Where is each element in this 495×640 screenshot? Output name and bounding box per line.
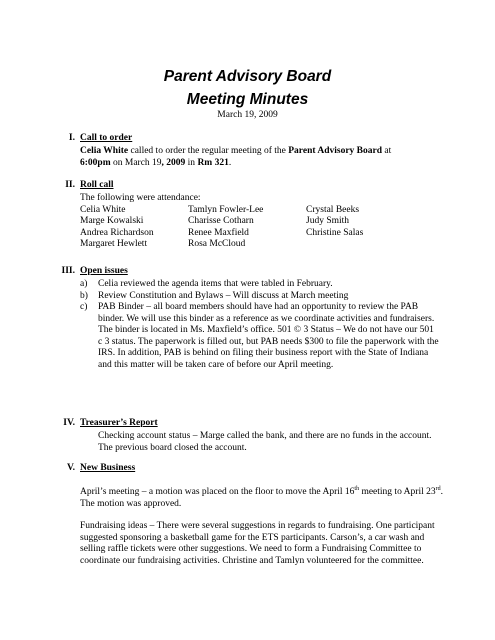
- attendee: Andrea Richardson: [80, 227, 154, 238]
- roll-call-intro: The following were attendance:: [80, 193, 201, 203]
- april-meeting-paragraph: [80, 487, 450, 510]
- text-run: . The motion was approved.: [80, 487, 443, 509]
- meeting-time: 6:00pm: [80, 157, 111, 168]
- attendee: Celia White: [80, 204, 126, 215]
- section-number: II.: [65, 180, 75, 190]
- fundraising-paragraph: Fundraising ideas – There were several suggestions in regards to fundraising. One participant suggested sponsoring a basketball game for the ETS participants. Carson’s, a car wash and selling raffle tickets were other suggestions. We need to form a Fundraising Committee to coordinate our fundraising activities. Christine and Tamlyn volunteered for the committee.: [80, 521, 435, 566]
- section-number: V.: [66, 463, 75, 473]
- section-call-to-order: [45, 133, 465, 173]
- attendee: Tamlyn Fowler-Lee: [188, 204, 264, 215]
- new-business-body: [80, 487, 450, 567]
- document-title: Parent Advisory Board: [163, 68, 332, 85]
- list-item: [80, 279, 440, 291]
- section-open-issues: [45, 266, 465, 396]
- attendee: Charisse Cotharn: [188, 216, 254, 227]
- open-issues-body: [80, 279, 440, 372]
- section-roll-call: [45, 180, 465, 260]
- superscript: th: [354, 485, 360, 492]
- roll-call-body: [80, 193, 465, 251]
- item-text: Review Constitution and Bylaws – Will discuss at March meeting: [98, 290, 349, 301]
- superscript: rd: [435, 485, 441, 492]
- item-marker: c): [80, 302, 88, 313]
- text-run: called to order the regular meeting of the: [128, 146, 289, 156]
- org-name: Parent Advisory Board: [288, 146, 383, 156]
- attendee: [306, 239, 363, 251]
- call-to-order-text: [80, 146, 465, 169]
- attendee: Marge Kowalski: [80, 216, 144, 227]
- attendee: Renee Maxfield: [188, 227, 249, 238]
- list-item: [80, 291, 440, 303]
- meeting-date: March 19, 2009: [217, 110, 278, 120]
- meeting-year: , 2009: [161, 157, 186, 168]
- text-run: meeting to April 23: [359, 487, 436, 497]
- section-title: Call to order: [80, 133, 133, 143]
- treasurers-report-body: [80, 431, 435, 454]
- section-treasurers-report: [45, 418, 465, 458]
- meeting-room: Rm 321: [197, 157, 229, 168]
- list-item: [80, 302, 440, 371]
- text-run: in: [185, 157, 198, 168]
- attendee: Judy Smith: [306, 216, 350, 227]
- attendee: Crystal Beeks: [306, 204, 360, 215]
- section-title: Open issues: [80, 266, 128, 276]
- item-marker: a): [80, 279, 88, 289]
- item-marker: b): [80, 290, 88, 301]
- item-text: Celia reviewed the agenda items that were tabled in February.: [98, 279, 333, 289]
- section-title: Treasurer’s Report: [80, 418, 158, 428]
- attendance-row: [80, 216, 363, 228]
- text-run: at: [382, 146, 392, 156]
- attendee: Rosa McCloud: [188, 239, 246, 250]
- section-number: I.: [68, 133, 75, 143]
- text-run: April’s meeting – a motion was placed on the floor to move the April 16: [80, 487, 355, 497]
- open-issues-list: [80, 279, 440, 372]
- document-subtitle: Meeting Minutes: [186, 91, 309, 108]
- chair-name: Celia White: [80, 146, 129, 156]
- attendee: Christine Salas: [306, 227, 364, 238]
- section-title: New Business: [80, 463, 136, 473]
- text-run: on March 19: [110, 157, 162, 168]
- section-number: III.: [61, 266, 75, 276]
- attendance-row: [80, 205, 363, 217]
- attendee: Margaret Hewlett: [80, 239, 148, 250]
- text-run: .: [228, 157, 232, 168]
- attendance-table: [80, 205, 363, 251]
- section-title: Roll call: [80, 180, 114, 190]
- attendance-row: [80, 239, 363, 251]
- treasurers-report-text: Checking account status – Marge called the bank, and there are no funds in the account. The previous board closed the account.: [98, 431, 432, 453]
- section-number: IV.: [63, 418, 75, 428]
- item-text: PAB Binder – all board members should have had an opportunity to review the PAB binder. We will use this binder as a reference as we coordinate activities and fundraisers. The binder is located in Ms. Maxfield’s office. 501 © 3 Status – We do not have our 501 c 3 status. The paperwork is filled out, but PAB needs $300 to file the paperwork with the IRS. In addition, PAB is behind on filing their business report with the State of Indiana and this matter will be taken care of before our April meeting.: [98, 302, 439, 371]
- attendance-row: [80, 228, 363, 240]
- section-new-business: [45, 463, 465, 593]
